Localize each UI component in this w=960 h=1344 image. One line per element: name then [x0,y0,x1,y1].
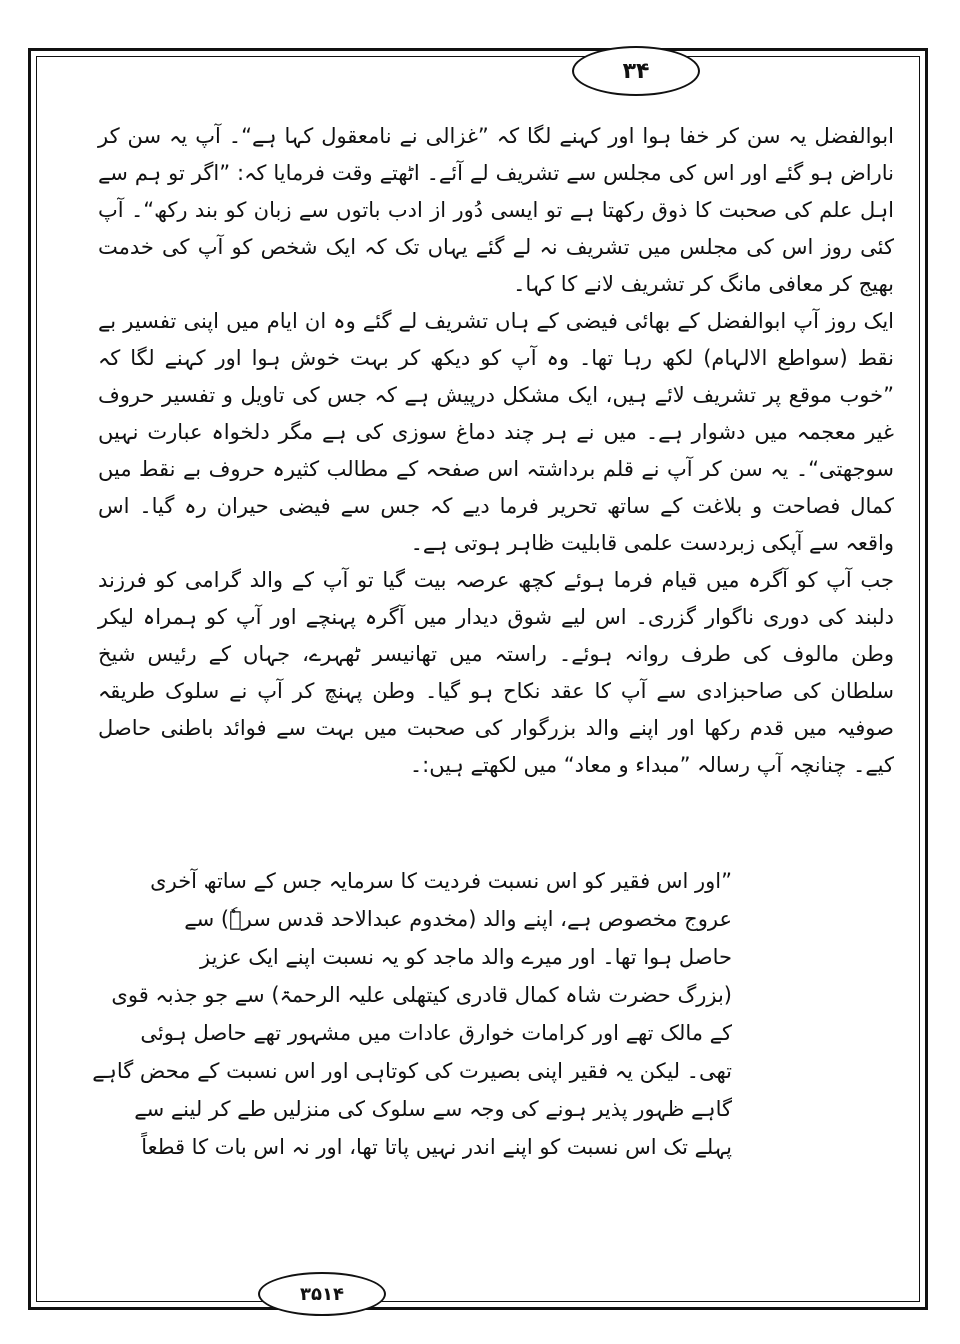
page-number-bottom [258,1272,386,1316]
page-number-bottom-text: ۳۵۱۴ [300,1283,344,1305]
quote-line: پہلے تک اس نسبت کو اپنے اندر نہیں پاتا تھا، اور نہ اس بات کا قطعاً [141,1135,732,1159]
quote-line: گاہے ظہور پذیر ہونے کی وجہ سے سلوک کی منزلیں طے کر لینے سے [134,1097,732,1121]
quote-line: عروج مخصوص ہے، اپنے والد (مخدوم عبدالاحد قدس سرہٗ) سے [184,907,732,931]
body-text [98,118,894,784]
quote-line: تھی۔ لیکن یہ فقیر اپنی بصیرت کی کوتاہی اور اس نسبت کے محض گاہے [92,1059,732,1083]
page-number-top-text: ۳۴ [622,58,650,84]
quote-line: ”اور اس فقیر کو اس نسبت فردیت کا سرمایہ جس کے ساتھ آخری [150,869,732,893]
paragraph-2: ایک روز آپ ابوالفضل کے بھائی فیضی کے ہاں تشریف لے گئے وہ ان ایام میں اپنی تفسیر بے نقط (سواطع الالہام) لکھ رہا تھا۔ وہ آپ کو دیکھ کر بہت خوش ہوا اور کہنے لگا کہ ”خوب موقع پر تشریف لائے ہیں، ایک مشکل درپیش ہے کہ جس کی تاویل و تفسیر حروف غیر معجمہ میں دشوار ہے۔ میں نے ہر چند دماغ سوزی کی ہے مگر دلخواہ عبارت نہیں سوجھتی“۔ یہ سن کر آپ نے قلم برداشتہ اس صفحہ کے مطالب کثیرہ حروف بے نقط میں کمال فصاحت و بلاغت کے ساتھ تحریر فرما دیے کہ جس سے فیضی حیران رہ گیا۔ اس واقعہ سے آپکی زبردست علمی قابلیت ظاہر ہوتی ہے۔ [98,309,894,555]
paragraph-3: جب آپ کو آگرہ میں قیام فرما ہوئے کچھ عرصہ بیت گیا تو آپ کے والد گرامی کو فرزند دلبند کی دوری ناگوار گزری۔ اس لیے شوق دیدار میں آگرہ پہنچے اور آپ کو ہمراہ لیکر وطن مالوف کی طرف روانہ ہوئے۔ راستہ میں تھانیسر ٹھہرے، جہاں کے رئیس شیخ سلطان کی صاحبزادی سے آپ کا عقد نکاح ہو گیا۔ وطن پہنچ کر آپ نے سلوک طریقہ صوفیہ میں قدم رکھا اور اپنے والد بزرگوار کی صحبت میں بہت سے فوائد باطنی حاصل کیے۔ چنانچہ آپ رسالہ ”مبداء و معاد“ میں لکھتے ہیں:۔ [98,568,894,777]
page-number-top [572,46,700,96]
paragraph-1: ابوالفضل یہ سن کر خفا ہوا اور کہنے لگا کہ ”غزالی نے نامعقول کہا ہے“۔ آپ یہ سن کر ناراض ہو گئے اور اس کی مجلس سے تشریف لے آئے۔ اٹھتے وقت فرمایا کہ: ”اگر تو ہم سے اہل علم کی صحبت کا ذوق رکھتا ہے تو ایسی دُور از ادب باتوں سے زبان کو بند رکھ“۔ آپ کئی روز اس کی مجلس میں تشریف نہ لے گئے یہاں تک کہ ایک شخص کو آپ کی خدمت بھیج کر معافی مانگ کر تشریف لانے کا کہا۔ [98,124,894,296]
quote-line: حاصل ہوا تھا۔ اور میرے والد ماجد کو یہ نسبت اپنے ایک عزیز [200,945,732,969]
block-quote [92,862,732,1166]
quote-line: کے مالک تھے اور کرامات خوارق عادات میں مشہور تھے حاصل ہوئی [140,1021,732,1045]
quote-line: (بزرگ حضرت شاہ کمال قادری کیتھلی علیہ الرحمۃ) سے جو جذبہ قوی [111,983,732,1007]
